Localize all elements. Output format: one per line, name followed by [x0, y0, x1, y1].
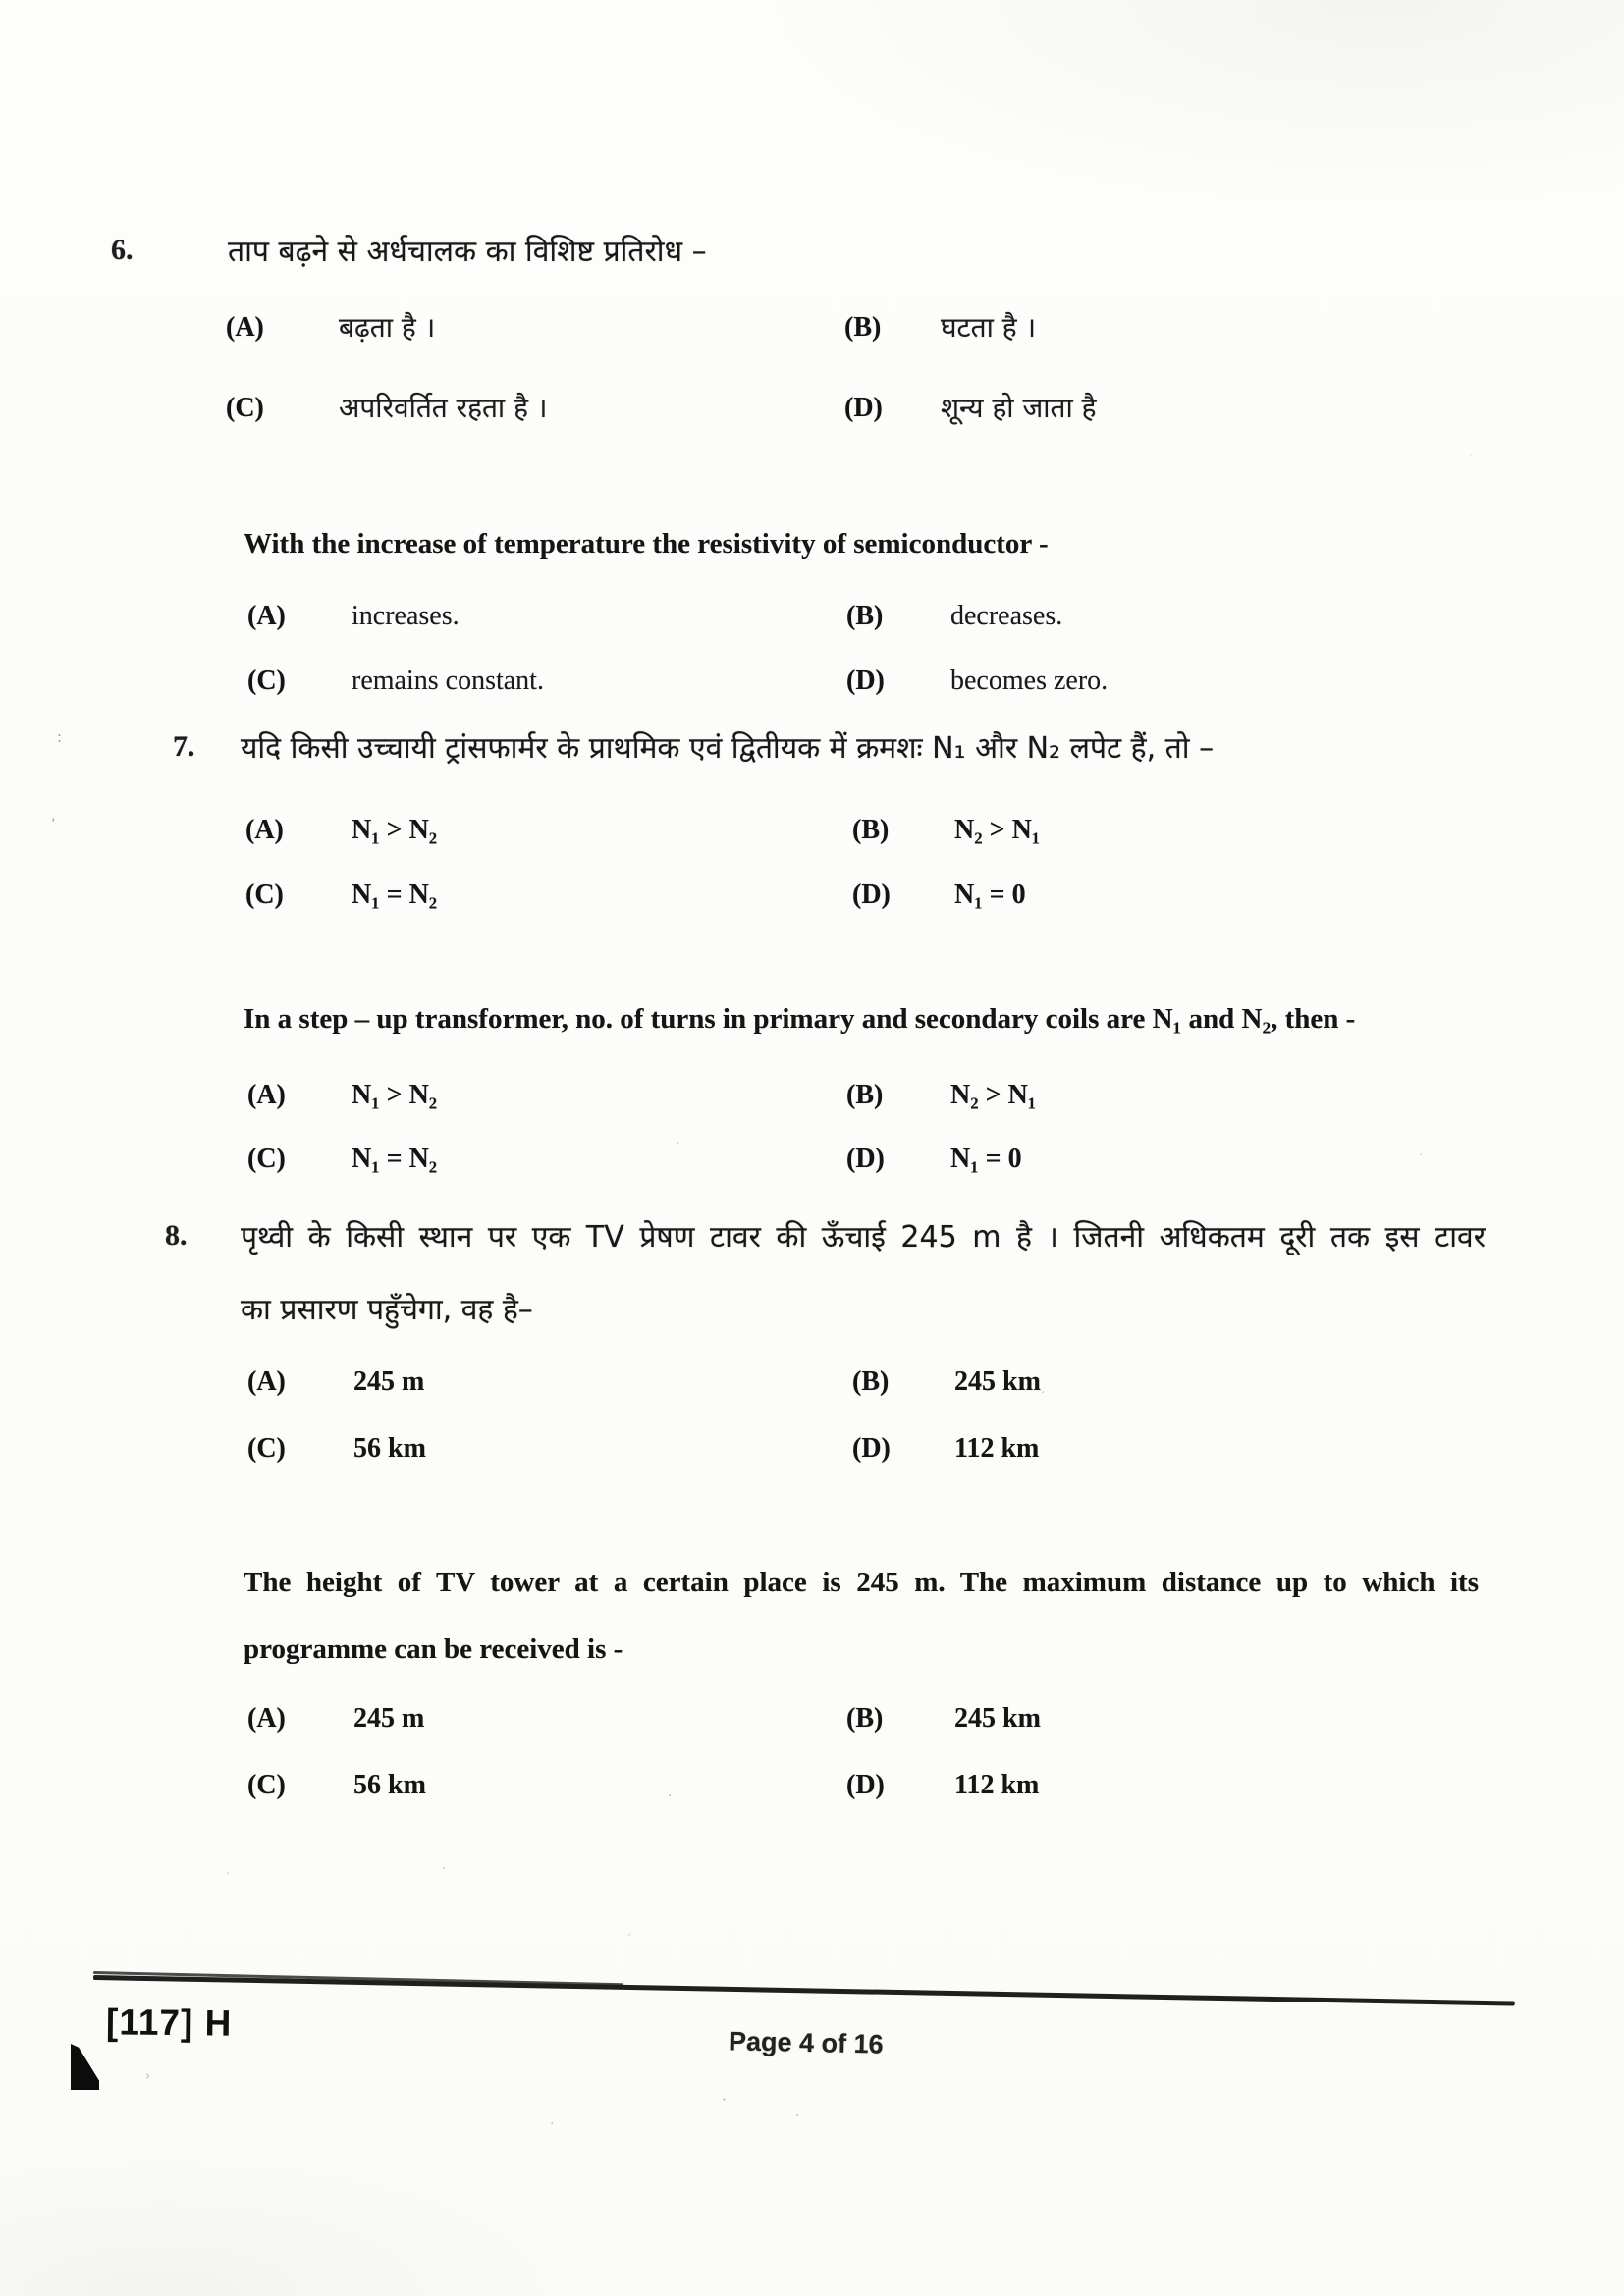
- option-label: (C): [247, 1770, 286, 1800]
- scan-speck: ′: [1469, 454, 1473, 469]
- footer-rule: [93, 1975, 1515, 2006]
- option-text: 245 m: [353, 1703, 425, 1734]
- option-label: (D): [852, 880, 891, 910]
- option-text: 112 km: [954, 1433, 1040, 1464]
- option-text: 56 km: [353, 1770, 426, 1800]
- option-text: N₁ > N₂: [352, 1080, 438, 1110]
- option-label: (D): [846, 666, 885, 696]
- question-text-hindi: ताप बढ़ने से अर्धचालक का विशिष्ट प्रतिरोध –: [228, 235, 707, 269]
- question-text-english: With the increase of temperature the resistivity of semiconductor -: [244, 528, 1049, 560]
- option-text: becomes zero.: [950, 666, 1109, 696]
- option-label: (A): [245, 815, 284, 845]
- scan-speck: ’: [51, 817, 56, 832]
- option-text: N₁ = N₂: [352, 880, 438, 910]
- option-text: remains constant.: [352, 666, 544, 696]
- scan-speck: :: [57, 728, 63, 746]
- scan-speck: ′: [628, 1932, 632, 1948]
- option-text: 245 km: [954, 1366, 1041, 1397]
- scan-speck: ·: [676, 1137, 680, 1151]
- option-label: (C): [226, 393, 264, 423]
- scan-speck: ·: [722, 2091, 727, 2109]
- option-label: (D): [852, 1433, 891, 1464]
- option-label: (B): [844, 312, 882, 343]
- option-label: (B): [852, 815, 890, 845]
- scan-speck: ·: [1419, 1148, 1424, 1163]
- option-text: N₁ > N₂: [352, 815, 438, 845]
- option-label: (B): [846, 1703, 884, 1734]
- option-label: (C): [245, 880, 284, 910]
- option-label: (A): [247, 1703, 286, 1734]
- option-text: बढ़ता है ।: [339, 311, 436, 344]
- option-text: अपरिवर्तित रहता है ।: [339, 392, 548, 424]
- page-indicator: Page 4 of 16: [728, 2026, 884, 2059]
- option-text: N₂ > N₁: [950, 1080, 1037, 1110]
- question-text-english: programme can be received is -: [244, 1633, 623, 1665]
- scan-speck: ·: [668, 1789, 673, 1804]
- question-text-english: In a step – up transformer, no. of turns in primary and secondary coils are N₁ and N₂, then -: [244, 1003, 1356, 1035]
- option-text: N₁ = 0: [954, 880, 1026, 910]
- scan-speck: .: [442, 1857, 447, 1873]
- question-text-english: The height of TV tower at a certain place is 245 m. The maximum distance up to which its: [244, 1567, 1479, 1598]
- option-label: (B): [846, 1080, 884, 1110]
- option-text: decreases.: [950, 601, 1063, 631]
- question-number: 8.: [165, 1219, 188, 1252]
- option-label: (A): [247, 1366, 286, 1397]
- question-number: 6.: [111, 234, 134, 266]
- question-number: 7.: [173, 730, 195, 763]
- option-text: 56 km: [353, 1433, 426, 1464]
- option-label: (D): [846, 1770, 885, 1800]
- scan-speck: .: [1041, 1382, 1046, 1397]
- option-text: 245 m: [353, 1366, 425, 1397]
- option-label: (D): [846, 1144, 885, 1174]
- scan-speck: ›: [145, 2069, 151, 2084]
- option-label: (A): [247, 601, 286, 631]
- option-label: (C): [247, 666, 286, 696]
- option-label: (B): [846, 601, 884, 631]
- booklet-code: [117] H: [105, 2002, 233, 2044]
- scan-speck: .: [550, 2112, 555, 2128]
- question-text-hindi: पृथ्वी के किसी स्थान पर एक TV प्रेषण टावर की ऊँचाई 245 m है । जितनी अधिकतम दूरी तक इस टावर: [241, 1220, 1486, 1255]
- scan-speck: ·: [226, 1867, 231, 1882]
- corner-scan-mark: [71, 2044, 99, 2090]
- option-label: (D): [844, 393, 883, 423]
- option-text: N₁ = N₂: [352, 1144, 438, 1174]
- option-text: 112 km: [954, 1770, 1040, 1800]
- question-text-hindi: का प्रसारण पहुँचेगा, वह है–: [241, 1293, 533, 1327]
- option-text: N₂ > N₁: [954, 815, 1041, 845]
- option-label: (C): [247, 1433, 286, 1464]
- option-label: (A): [226, 312, 264, 343]
- option-text: शून्य हो जाता है: [941, 392, 1097, 424]
- option-label: (C): [247, 1144, 286, 1174]
- option-text: increases.: [352, 601, 460, 631]
- option-label: (B): [852, 1366, 890, 1397]
- option-text: N₁ = 0: [950, 1144, 1022, 1174]
- option-label: (A): [247, 1080, 286, 1110]
- option-text: 245 km: [954, 1703, 1041, 1734]
- scan-speck: ·: [795, 2109, 800, 2124]
- question-text-hindi: यदि किसी उच्चायी ट्रांसफार्मर के प्राथमिक एवं द्वितीयक में क्रमशः N₁ और N₂ लपेट हैं, तो –: [241, 731, 1215, 766]
- option-text: घटता है ।: [941, 311, 1037, 344]
